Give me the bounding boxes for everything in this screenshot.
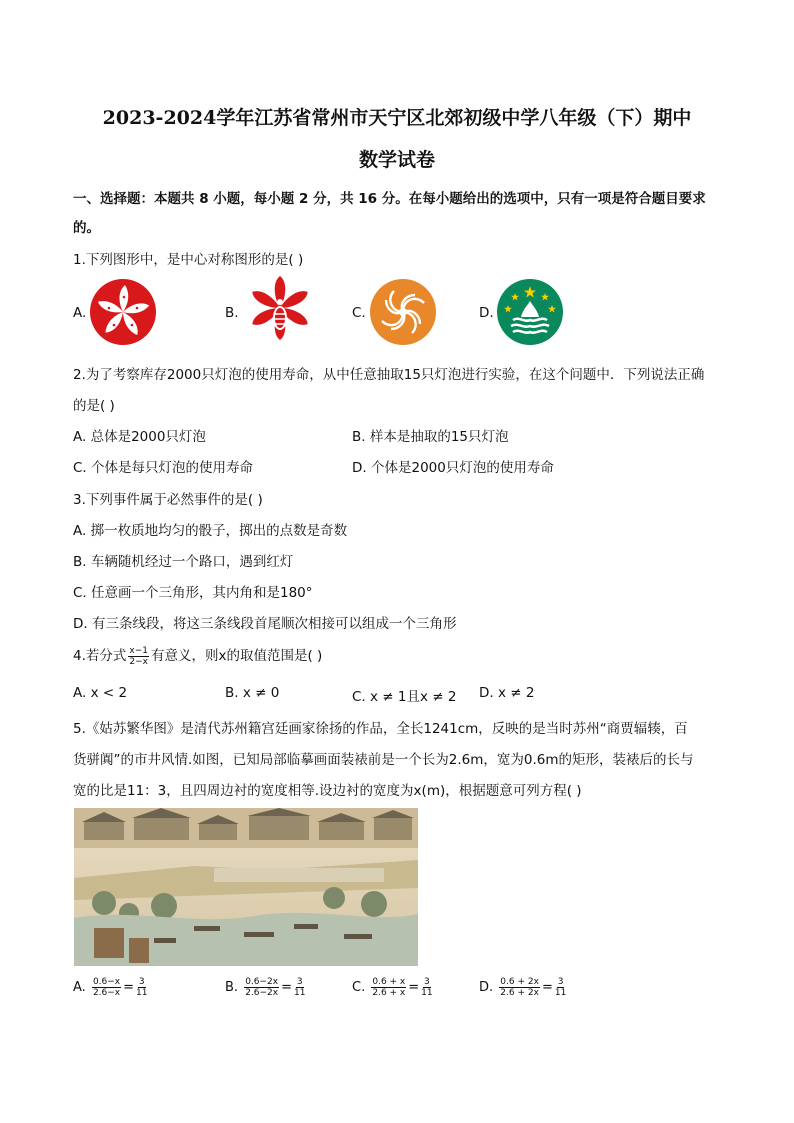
q5-a-rhs-num: 3 <box>138 977 145 987</box>
q2-option-d: D. 个体是2000只灯泡的使用寿命 <box>352 460 554 476</box>
q5-option-b-label: B. <box>225 980 239 995</box>
page-title-line2: 数学试卷 <box>358 149 435 171</box>
q2-option-b: B. 样本是抽取的15只灯泡 <box>352 429 509 445</box>
q4-stem-prefix: 4.若分式 <box>73 648 127 664</box>
q5-option-a-label: A. <box>73 980 86 995</box>
q5-d-frac <box>499 977 540 998</box>
q5-b-num: 0.6−2x <box>245 977 279 987</box>
q5-d-den: 2.6 + 2x <box>500 988 539 998</box>
q1-option-d-label: D. <box>479 305 494 321</box>
q5-option-d-label: D. <box>479 980 494 995</box>
q5-b-frac <box>244 977 279 998</box>
q2-stem-line1: 2.为了考察库存2000只灯泡的使用寿命，从中任意抽取15只灯泡进行实验，在这个问题中．下列说法正确 <box>73 367 705 383</box>
q5-b-den: 2.6−2x <box>245 988 279 998</box>
q1-option-b-label: B. <box>225 305 239 321</box>
q2-option-a: A. 总体是2000只灯泡 <box>73 429 206 445</box>
phoenix-swirl-emblem-icon <box>368 277 438 347</box>
page-title-line1: 2023-2024学年江苏省常州市天宁区北郊初级中学八年级（下）期中 <box>102 107 692 129</box>
q4-option-c: C. x ≠ 1且x ≠ 2 <box>352 689 457 705</box>
q5-d-num: 0.6 + 2x <box>500 977 539 987</box>
suzhou-painting-image-icon <box>74 808 418 966</box>
q5-c-frac <box>371 977 406 998</box>
q1-option-a-label: A. <box>73 305 87 321</box>
q4-stem-suffix: 有意义，则x的取值范围是( ) <box>150 648 323 664</box>
q4-stem <box>73 644 322 667</box>
q5-c-rhs <box>421 977 432 998</box>
q5-stem-line2: 货骈阗”的市井风情.如图，已知局部临摹画面装裱前是一个长为2.6m，宽为0.6m的矩形，装裱后的长与 <box>73 752 694 768</box>
q5-d-rhs <box>555 977 566 998</box>
section-heading: 一、选择题：本题共 8 小题，每小题 2 分，共 16 分。在每小题给出的选项中，只有一项是符合题目要求 <box>73 191 706 207</box>
macau-flag-emblem-icon <box>495 277 565 347</box>
q3-option-d: D. 有三条线段，将这三条线段首尾顺次相接可以组成一个三角形 <box>73 616 457 632</box>
q5-c-num: 0.6 + x <box>372 977 406 987</box>
q5-option-c: C. $\frac{0.6 + x}{2.6 + x}$ = $\frac{3}{11}$ <box>352 977 433 998</box>
hong-kong-emblem-icon <box>88 277 158 347</box>
q5-option-a: A. $\frac{0.6-x}{2.6-x}$ = $\frac{3}{11}$ <box>73 977 148 998</box>
q2-option-c: C. 个体是每只灯泡的使用寿命 <box>73 460 254 476</box>
q5-stem-line3: 宽的比是11：3，且四周边衬的宽度相等.设边衬的宽度为x(m)，根据题意可列方程( ) <box>73 783 582 799</box>
q5-c-rhs-den: 11 <box>421 988 433 998</box>
q4-fraction <box>128 646 149 667</box>
q5-option-b: B. $\frac{0.6-2x}{2.6-2x}$ = $\frac{3}{11}$ <box>225 977 306 998</box>
q4-option-d: D. x ≠ 2 <box>479 685 535 701</box>
q5-c-rhs-num: 3 <box>424 977 430 987</box>
q3-option-b: B. 车辆随机经过一个路口，遇到红灯 <box>73 554 294 570</box>
q5-b-rhs <box>294 977 305 998</box>
q3-option-a: A. 掷一枚质地均匀的骰子，掷出的点数是奇数 <box>73 523 348 539</box>
q4-option-b: B. x ≠ 0 <box>225 685 280 701</box>
q5-a-frac <box>92 977 121 998</box>
q1-option-c-label: C. <box>352 305 366 321</box>
q5-a-den: 2.6−x <box>92 988 121 998</box>
section-heading-cont: 的。 <box>73 220 100 236</box>
q1-stem: 1.下列图形中，是中心对称图形的是( ) <box>73 252 304 268</box>
q4-frac-num: x−1 <box>129 645 148 656</box>
q5-c-den: 2.6 + x <box>372 988 406 998</box>
q5-option-c-label: C. <box>352 980 366 995</box>
q5-b-rhs-den: 11 <box>294 988 306 998</box>
q4-frac-den: 2−x <box>129 656 148 667</box>
q5-a-rhs-den: 11 <box>136 988 148 998</box>
q5-d-rhs-num: 3 <box>557 977 564 987</box>
q4-option-a: A. x < 2 <box>73 685 128 701</box>
bauhinia-bee-emblem-icon <box>242 272 318 350</box>
q5-stem-line1: 5.《姑苏繁华图》是清代苏州籍宫廷画家徐扬的作品，全长1241cm，反映的是当时苏州“商贾辐辏，百 <box>73 721 688 737</box>
q3-option-c: C. 任意画一个三角形，其内角和是180° <box>73 585 313 601</box>
q2-stem-line2: 的是( ) <box>73 398 115 414</box>
q3-stem: 3.下列事件属于必然事件的是( ) <box>73 492 263 508</box>
q5-d-rhs-den: 11 <box>554 988 567 998</box>
q5-a-rhs <box>136 977 147 998</box>
q5-option-d: D. $\frac{0.6 + 2x}{2.6 + 2x}$ = $\frac{3}{11}$ <box>479 977 567 998</box>
q5-a-num: 0.6−x <box>92 977 121 987</box>
q5-b-rhs-num: 3 <box>296 977 303 987</box>
